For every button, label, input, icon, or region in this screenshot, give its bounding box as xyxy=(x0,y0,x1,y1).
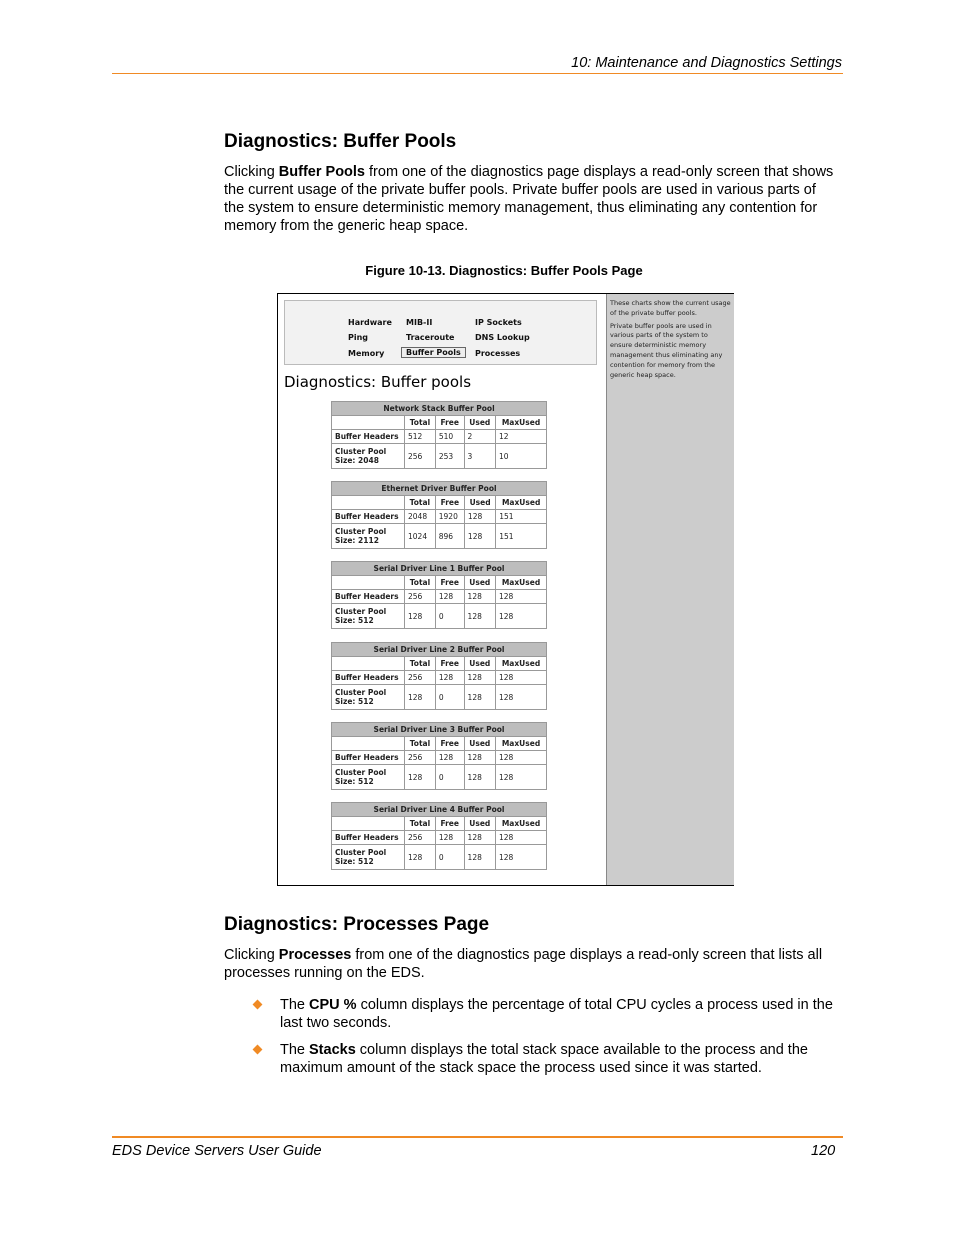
value-cell: 128 xyxy=(496,671,547,685)
table-row xyxy=(332,444,547,469)
value-cell: 1920 xyxy=(435,510,464,524)
value-cell: 10 xyxy=(496,444,547,469)
value-cell: 128 xyxy=(435,590,464,604)
column-header: Used xyxy=(464,737,495,751)
section-title-processes: Diagnostics: Processes Page xyxy=(224,914,490,935)
nav-traceroute[interactable]: Traceroute xyxy=(406,333,455,342)
pool-name: Network Stack Buffer Pool xyxy=(332,402,547,416)
value-cell: 128 xyxy=(464,524,495,549)
footer-guide-title: EDS Device Servers User Guide xyxy=(112,1143,322,1159)
bullet-diamond-icon xyxy=(253,1045,263,1055)
value-cell: 128 xyxy=(496,751,547,765)
value-cell: 128 xyxy=(464,510,495,524)
buffer-pool-table xyxy=(331,401,547,469)
value-cell: 512 xyxy=(405,430,436,444)
column-header: MaxUsed xyxy=(496,576,547,590)
pool-name: Serial Driver Line 4 Buffer Pool xyxy=(332,803,547,817)
value-cell: 3 xyxy=(464,444,495,469)
pool-name: Serial Driver Line 1 Buffer Pool xyxy=(332,562,547,576)
value-cell: 256 xyxy=(405,831,436,845)
nav-processes[interactable]: Processes xyxy=(475,349,521,358)
value-cell: 128 xyxy=(464,831,495,845)
value-cell: 256 xyxy=(405,590,436,604)
value-cell: 256 xyxy=(405,751,436,765)
row-label: Cluster Pool Size: 2048 xyxy=(332,444,405,469)
column-header: MaxUsed xyxy=(496,496,547,510)
value-cell: 128 xyxy=(405,765,436,790)
buffer-pools-screenshot xyxy=(277,293,734,886)
column-header: Used xyxy=(464,576,495,590)
bullet-diamond-icon xyxy=(253,1000,263,1010)
value-cell: 128 xyxy=(464,765,495,790)
value-cell: 128 xyxy=(464,685,495,710)
value-cell: 128 xyxy=(496,765,547,790)
column-header: Total xyxy=(405,817,436,831)
row-label: Cluster Pool Size: 2112 xyxy=(332,524,405,549)
figure-page-title: Diagnostics: Buffer pools xyxy=(284,373,472,391)
value-cell: 510 xyxy=(435,430,464,444)
table-row xyxy=(332,671,547,685)
value-cell: 128 xyxy=(464,671,495,685)
value-cell: 128 xyxy=(496,604,547,629)
column-header: MaxUsed xyxy=(496,416,547,430)
figure-caption: Figure 10-13. Diagnostics: Buffer Pools Page xyxy=(365,263,643,278)
column-header: Free xyxy=(435,576,464,590)
bullet-cpu: The CPU % column displays the percentage of total CPU cycles a process used in the last two seconds. xyxy=(252,996,842,1032)
row-label: Cluster Pool Size: 512 xyxy=(332,685,405,710)
buffer-pool-table xyxy=(331,722,547,790)
table-row xyxy=(332,524,547,549)
nav-mib-ii[interactable]: MIB-II xyxy=(406,318,433,327)
value-cell: 128 xyxy=(464,845,495,870)
column-header: Used xyxy=(464,416,495,430)
row-label: Buffer Headers xyxy=(332,671,405,685)
row-label: Cluster Pool Size: 512 xyxy=(332,604,405,629)
nav-ip-sockets[interactable]: IP Sockets xyxy=(475,318,522,327)
blank-header-cell xyxy=(332,416,405,430)
value-cell: 151 xyxy=(496,510,547,524)
value-cell: 0 xyxy=(435,685,464,710)
column-header: MaxUsed xyxy=(496,737,547,751)
row-label: Buffer Headers xyxy=(332,590,405,604)
column-header: Free xyxy=(435,657,464,671)
column-header: Free xyxy=(435,737,464,751)
value-cell: 128 xyxy=(496,590,547,604)
value-cell: 12 xyxy=(496,430,547,444)
value-cell: 1024 xyxy=(405,524,436,549)
buffer-pools-paragraph: Clicking Buffer Pools from one of the diagnostics page displays a read-only screen that shows the current usage of the private buffer pools. Private buffer pools are used in various parts of the system to ensure deterministic memory management, thus eliminating any contention for memory from the generic heap space. xyxy=(224,164,834,234)
diagnostics-nav xyxy=(284,300,597,365)
table-row xyxy=(332,430,547,444)
table-row xyxy=(332,604,547,629)
value-cell: 151 xyxy=(496,524,547,549)
row-label: Cluster Pool Size: 512 xyxy=(332,845,405,870)
nav-ping[interactable]: Ping xyxy=(348,333,369,342)
table-row xyxy=(332,765,547,790)
footer-page-number: 120 xyxy=(811,1143,836,1159)
column-header: Free xyxy=(435,817,464,831)
footer-rule xyxy=(112,1136,843,1138)
value-cell: 128 xyxy=(405,845,436,870)
value-cell: 128 xyxy=(464,604,495,629)
value-cell: 2048 xyxy=(405,510,436,524)
column-header: Total xyxy=(405,657,436,671)
table-row xyxy=(332,590,547,604)
help-text-2: Private buffer pools are used in various parts of the system to ensure deterministic memory management thus eliminating any contention for memory from the generic heap space. xyxy=(610,321,723,379)
column-header: Total xyxy=(405,737,436,751)
column-header: Total xyxy=(405,416,436,430)
blank-header-cell xyxy=(332,817,405,831)
value-cell: 128 xyxy=(496,845,547,870)
value-cell: 128 xyxy=(496,831,547,845)
value-cell: 253 xyxy=(435,444,464,469)
value-cell: 256 xyxy=(405,444,436,469)
row-label: Buffer Headers xyxy=(332,831,405,845)
header-rule xyxy=(112,73,843,74)
processes-paragraph: Clicking Processes from one of the diagnostics page displays a read-only screen that lists all processes running on the EDS. xyxy=(224,947,823,981)
column-header: Used xyxy=(464,657,495,671)
nav-hardware[interactable]: Hardware xyxy=(348,318,392,327)
value-cell: 128 xyxy=(464,590,495,604)
table-row xyxy=(332,751,547,765)
value-cell: 0 xyxy=(435,845,464,870)
column-header: Used xyxy=(464,817,495,831)
row-label: Buffer Headers xyxy=(332,751,405,765)
column-header: MaxUsed xyxy=(496,657,547,671)
table-row xyxy=(332,845,547,870)
blank-header-cell xyxy=(332,496,405,510)
column-header: Free xyxy=(435,416,464,430)
nav-memory[interactable]: Memory xyxy=(348,349,385,358)
column-header: MaxUsed xyxy=(496,817,547,831)
help-text-1: These charts show the current usage of the private buffer pools. xyxy=(610,299,731,317)
value-cell: 0 xyxy=(435,604,464,629)
buffer-pool-table xyxy=(331,561,547,629)
column-header: Free xyxy=(435,496,464,510)
column-header: Total xyxy=(405,576,436,590)
section-title-buffer-pools: Diagnostics: Buffer Pools xyxy=(224,131,457,152)
column-header: Total xyxy=(405,496,436,510)
nav-buffer-pools[interactable]: Buffer Pools xyxy=(401,347,466,358)
blank-header-cell xyxy=(332,657,405,671)
table-row xyxy=(332,685,547,710)
processes-bullet-list xyxy=(252,996,842,1086)
value-cell: 0 xyxy=(435,765,464,790)
value-cell: 128 xyxy=(405,604,436,629)
buffer-pool-table xyxy=(331,802,547,870)
buffer-pool-table xyxy=(331,642,547,710)
table-row xyxy=(332,831,547,845)
value-cell: 896 xyxy=(435,524,464,549)
bullet-stacks: The Stacks column displays the total stack space available to the process and the maximum amount of the stack space the process used since it was started. xyxy=(252,1041,842,1077)
buffer-pool-table xyxy=(331,481,547,549)
value-cell: 128 xyxy=(435,671,464,685)
pool-name: Serial Driver Line 2 Buffer Pool xyxy=(332,643,547,657)
row-label: Buffer Headers xyxy=(332,510,405,524)
value-cell: 2 xyxy=(464,430,495,444)
column-header: Used xyxy=(464,496,495,510)
table-row xyxy=(332,510,547,524)
blank-header-cell xyxy=(332,576,405,590)
pool-name: Serial Driver Line 3 Buffer Pool xyxy=(332,723,547,737)
value-cell: 128 xyxy=(435,831,464,845)
value-cell: 128 xyxy=(435,751,464,765)
blank-header-cell xyxy=(332,737,405,751)
value-cell: 128 xyxy=(496,685,547,710)
row-label: Cluster Pool Size: 512 xyxy=(332,765,405,790)
help-sidebar xyxy=(606,294,734,885)
row-label: Buffer Headers xyxy=(332,430,405,444)
nav-dns-lookup[interactable]: DNS Lookup xyxy=(475,333,530,342)
value-cell: 128 xyxy=(405,685,436,710)
value-cell: 128 xyxy=(464,751,495,765)
chapter-header: 10: Maintenance and Diagnostics Settings xyxy=(571,55,842,71)
value-cell: 256 xyxy=(405,671,436,685)
pool-name: Ethernet Driver Buffer Pool xyxy=(332,482,547,496)
